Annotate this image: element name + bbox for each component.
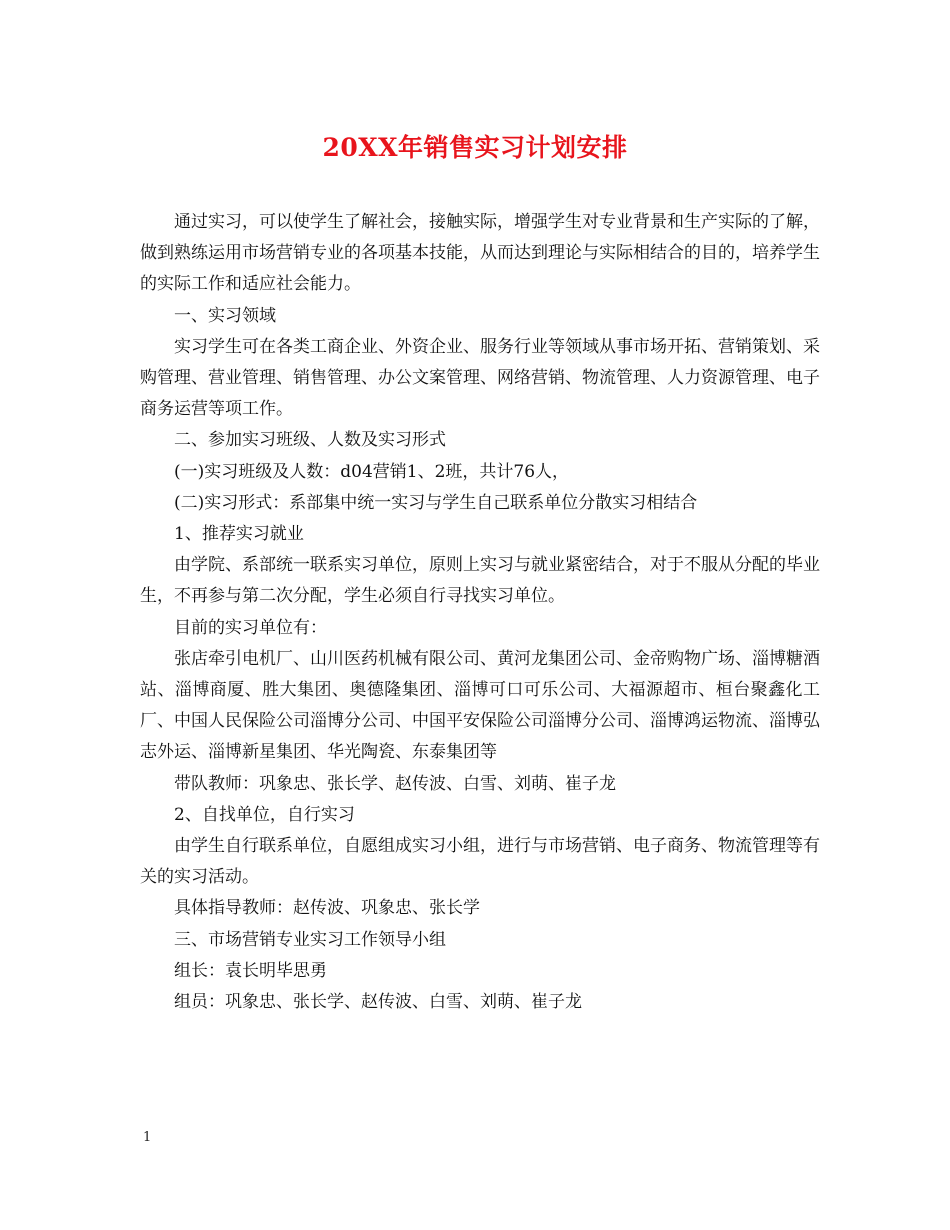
subheading-self-arranged: 2、自找单位，自行实习 [174,804,355,825]
document-title: 20XX年销售实习计划安排 [322,133,628,162]
paragraph-leading-teachers: 带队教师：巩象忠、张长学、赵传波、白雪、刘萌、崔子龙 [174,773,616,794]
paragraph-intro: 通过实习，可以使学生了解社会，接触实际，增强学生对专业背景和生产实际的了解，做到熟练运用市场营销专业的各项基本技能，从而达到理论与实际相结合的目的，培养学生的实际工作和适应社会能力。 [140,212,820,295]
paragraph-classes-count: (一)实习班级及人数：d04营销1、2班，共计76人， [174,461,570,482]
section-heading-internship-field: 一、实习领域 [174,305,276,326]
document-body [140,207,820,1018]
paragraph-internship-field: 实习学生可在各类工商企业、外资企业、服务行业等领域从事市场开拓、营销策划、采购管理、营业管理、销售管理、办公文案管理、网络营销、物流管理、人力资源管理、电子商务运营等项工作。 [140,336,820,420]
paragraph-current-units-list: 张店牵引电机厂、山川医药机械有限公司、黄河龙集团公司、金帝购物广场、淄博糖酒站、淄博商厦、胜大集团、奥德隆集团、淄博可口可乐公司、大福源超市、桓台聚鑫化工厂、中国人民保险公司淄博分公司、中国平安保险公司淄博分公司、淄博鸿运物流、淄博弘志外运、淄博新星集团、华光陶瓷、东泰集团等 [140,648,820,763]
section-heading-leadership-group: 三、市场营销专业实习工作领导小组 [174,929,446,950]
page-number: 1 [143,1130,152,1145]
paragraph-group-leader: 组长：袁长明毕思勇 [174,960,327,981]
paragraph-group-members: 组员：巩象忠、张长学、赵传波、白雪、刘萌、崔子龙 [174,992,582,1013]
paragraph-internship-format: (二)实习形式：系部集中统一实习与学生自己联系单位分散实习相结合 [174,492,698,513]
subheading-recommended-placement: 1、推荐实习就业 [174,524,304,545]
paragraph-recommended-placement: 由学院、系部统一联系实习单位，原则上实习与就业紧密结合，对于不服从分配的毕业生，不再参与第二次分配，学生必须自行寻找实习单位。 [140,555,820,607]
section-heading-classes-and-format: 二、参加实习班级、人数及实习形式 [174,430,446,451]
paragraph-guiding-teachers: 具体指导教师：赵传波、巩象忠、张长学 [174,898,480,919]
paragraph-current-units-label: 目前的实习单位有： [174,617,327,638]
paragraph-self-arranged: 由学生自行联系单位，自愿组成实习小组，进行与市场营销、电子商务、物流管理等有关的实习活动。 [140,836,820,888]
